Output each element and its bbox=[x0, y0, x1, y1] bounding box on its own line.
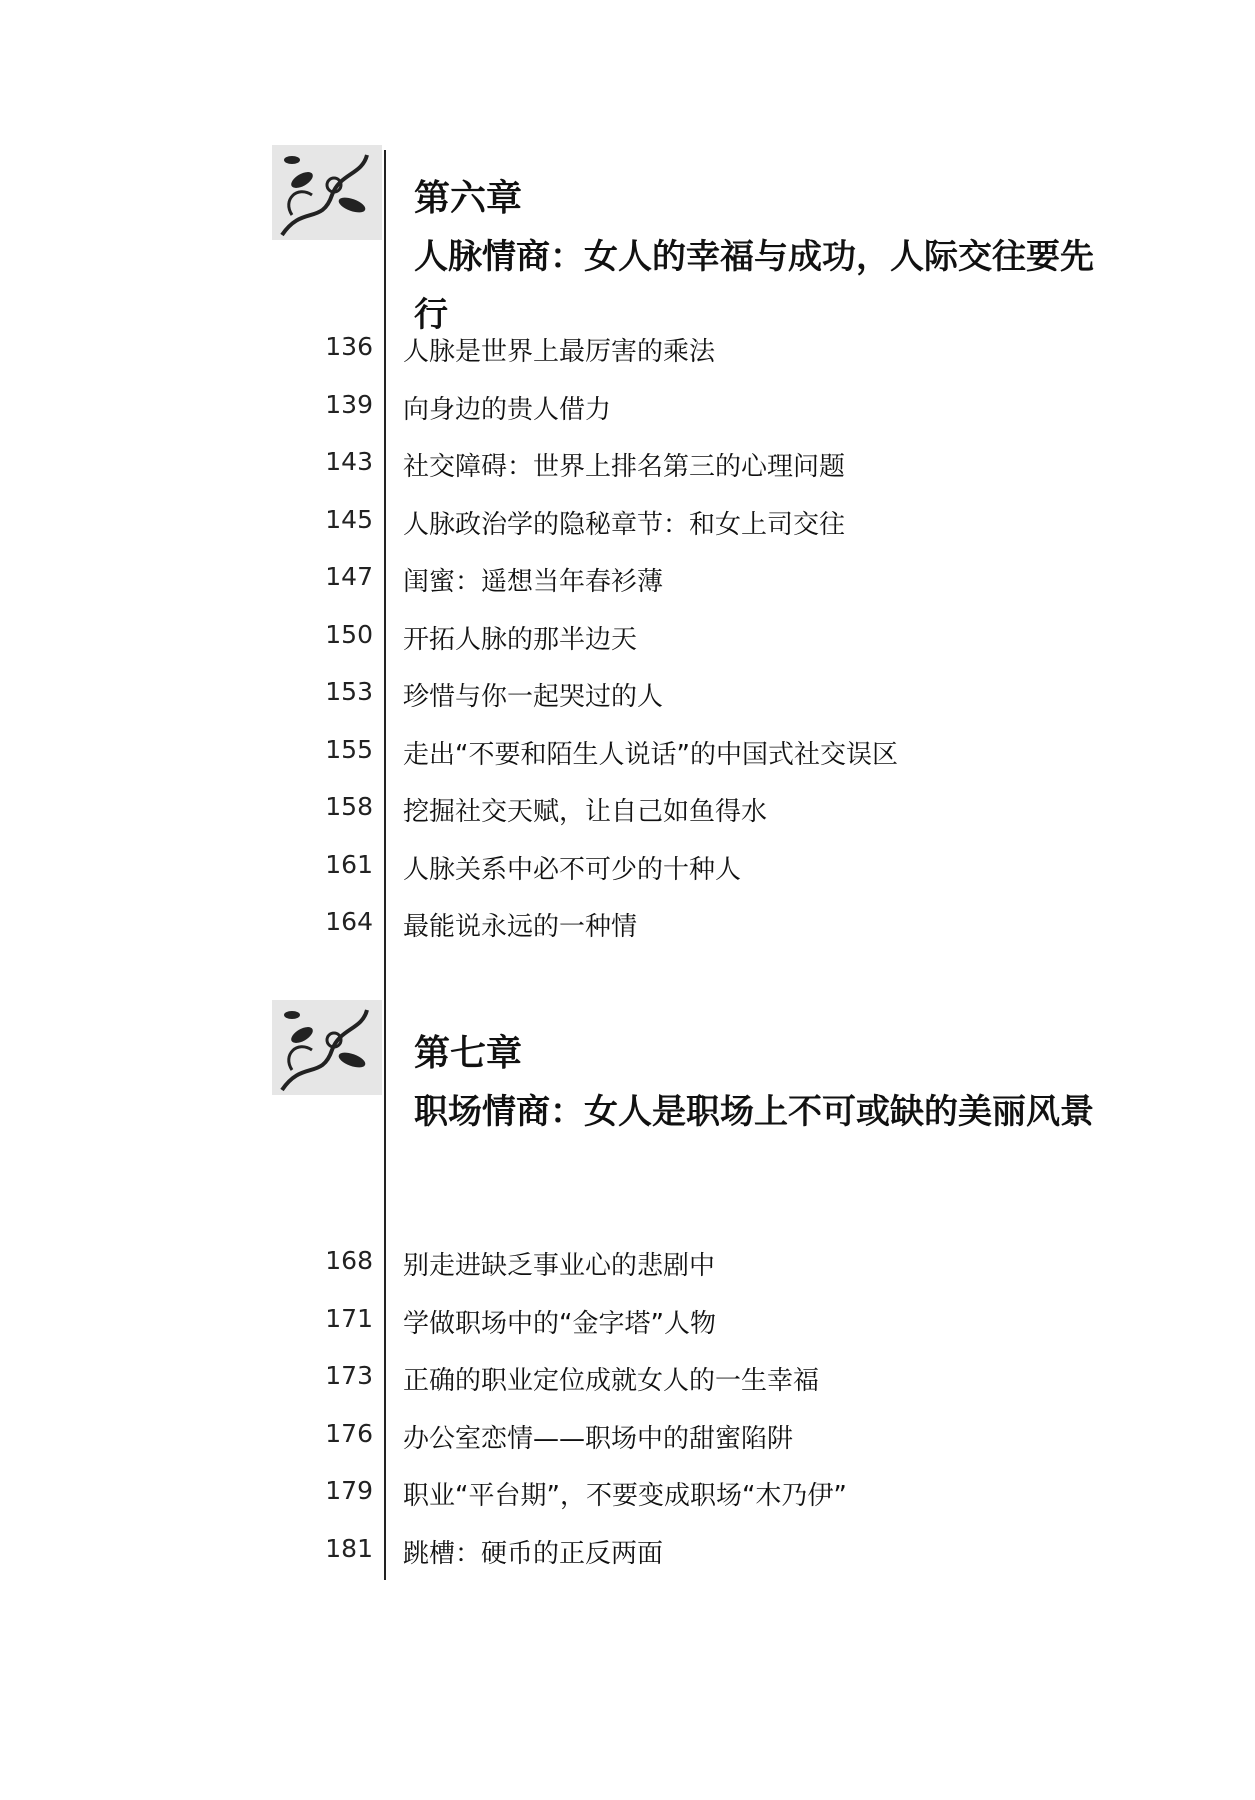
entry-title: 挖掘社交天赋，让自己如鱼得水 bbox=[403, 797, 768, 827]
toc-entry[interactable] bbox=[0, 786, 1255, 844]
page-number: 168 bbox=[325, 1246, 373, 1275]
entry-title: 学做职场中的“金字塔”人物 bbox=[403, 1308, 716, 1339]
entry-title: 正确的职业定位成就女人的一生幸福 bbox=[403, 1366, 820, 1396]
entry-title: 办公室恋情——职场中的甜蜜陷阱 bbox=[403, 1423, 794, 1454]
entry-title: 向身边的贵人借力 bbox=[403, 394, 612, 425]
page-number: 147 bbox=[325, 562, 373, 591]
toc-entry[interactable] bbox=[0, 901, 1255, 959]
toc-entry[interactable] bbox=[0, 1298, 1255, 1356]
toc-entry[interactable] bbox=[0, 326, 1255, 384]
page-number: 179 bbox=[325, 1476, 373, 1505]
chapter-number: 第七章 bbox=[414, 1032, 523, 1074]
toc-entry[interactable] bbox=[0, 441, 1255, 499]
page-number: 145 bbox=[325, 504, 373, 534]
toc-entry[interactable] bbox=[0, 499, 1255, 557]
entry-title: 职业“平台期”，不要变成职场“木乃伊” bbox=[403, 1481, 847, 1511]
entry-title: 开拓人脉的那半边天 bbox=[403, 624, 638, 655]
toc-entry[interactable] bbox=[0, 1413, 1255, 1471]
toc-entry[interactable] bbox=[0, 614, 1255, 672]
toc-entry[interactable] bbox=[0, 844, 1255, 902]
page-number: 143 bbox=[325, 447, 373, 476]
entry-title: 人脉是世界上最厉害的乘法 bbox=[403, 337, 716, 367]
toc-entry[interactable] bbox=[0, 556, 1255, 614]
entry-title: 人脉政治学的隐秘章节：和女上司交往 bbox=[403, 509, 846, 540]
page-number: 171 bbox=[325, 1303, 373, 1333]
entry-title: 最能说永远的一种情 bbox=[403, 912, 638, 942]
entry-title: 珍惜与你一起哭过的人 bbox=[403, 682, 664, 712]
page-number: 173 bbox=[325, 1361, 373, 1390]
page-number: 164 bbox=[325, 907, 373, 936]
toc-entry[interactable] bbox=[0, 671, 1255, 729]
page-number: 139 bbox=[325, 389, 373, 419]
chapter-7-entries bbox=[0, 1240, 1255, 1585]
chapter-title: 职场情商：女人是职场上不可或缺的美丽风景 bbox=[414, 1092, 1094, 1132]
entry-title: 跳槽：硬币的正反两面 bbox=[403, 1538, 664, 1569]
toc-entry[interactable] bbox=[0, 1470, 1255, 1528]
page-number: 136 bbox=[325, 332, 373, 361]
page-number: 158 bbox=[325, 792, 373, 821]
page-number: 155 bbox=[325, 734, 373, 764]
chapter-title: 人脉情商：女人的幸福与成功，人际交往要先行 bbox=[414, 237, 1094, 335]
page-number: 150 bbox=[325, 619, 373, 649]
toc-entry[interactable] bbox=[0, 729, 1255, 787]
floral-ornament-icon bbox=[272, 1000, 382, 1100]
entry-title: 人脉关系中必不可少的十种人 bbox=[403, 854, 742, 885]
entry-title: 闺蜜：遥想当年春衫薄 bbox=[403, 567, 664, 597]
page-number: 176 bbox=[325, 1418, 373, 1448]
floral-ornament-icon bbox=[272, 145, 382, 245]
entry-title: 走出“不要和陌生人说话”的中国式社交误区 bbox=[403, 739, 898, 770]
page-number: 153 bbox=[325, 677, 373, 706]
chapter-6-entries bbox=[0, 326, 1255, 959]
toc-entry[interactable] bbox=[0, 1528, 1255, 1586]
toc-entry[interactable] bbox=[0, 1240, 1255, 1298]
page-number: 181 bbox=[325, 1533, 373, 1563]
entry-title: 别走进缺乏事业心的悲剧中 bbox=[403, 1251, 716, 1281]
toc-entry[interactable] bbox=[0, 1355, 1255, 1413]
toc-entry[interactable] bbox=[0, 384, 1255, 442]
page-number: 161 bbox=[325, 849, 373, 879]
chapter-number: 第六章 bbox=[414, 177, 523, 219]
entry-title: 社交障碍：世界上排名第三的心理问题 bbox=[403, 452, 846, 482]
